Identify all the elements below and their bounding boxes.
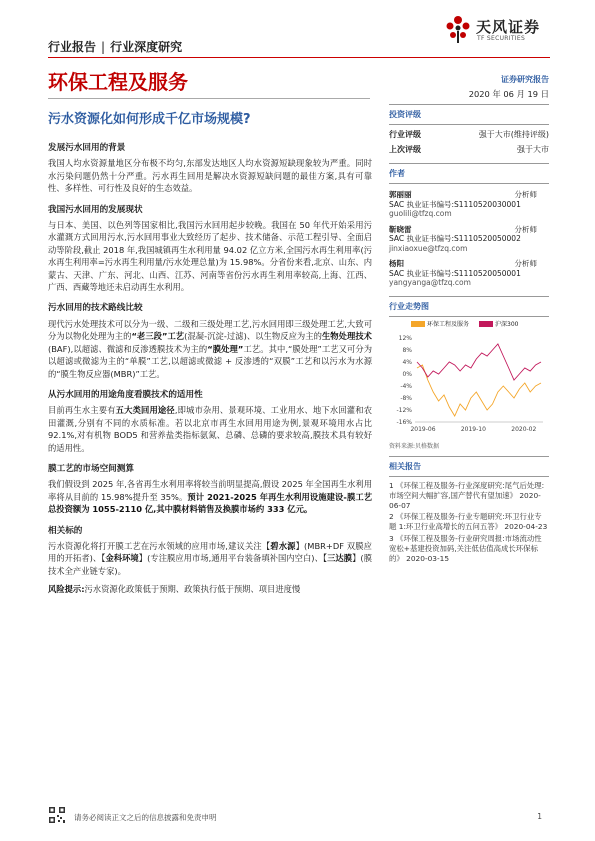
breadcrumb-report-type: 行业报告	[48, 40, 97, 54]
analyst-name: 杨阳	[389, 259, 404, 268]
page-title: 环保工程及服务	[48, 70, 188, 94]
qr-code-icon	[48, 806, 66, 824]
report-type-label: 证券研究报告	[501, 75, 549, 84]
sidebar-divider	[389, 183, 549, 184]
chart-svg	[389, 334, 549, 438]
chart-heading: 行业走势图	[389, 301, 429, 311]
section-paragraph: 目前再生水主要有五大类回用途径,即城市杂用、景观环境、工业用水、地下水回灌和农田灌溉,分别有不同的水质标准。若以北京市再生水回用用途为例,景观环境用水占比 92.1%,对有机物 BOD5 和营养盐类指标氨氮、总磷、总磷的要求较高,膜技术具有较好的适用性。	[48, 405, 372, 453]
rating-row: 上次评级 强于大市	[389, 145, 549, 154]
section-heading: 我国污水回用的发展现状	[48, 204, 143, 215]
section-heading: 污水回用的技术路线比较	[48, 303, 143, 314]
related-heading: 相关报告	[389, 461, 421, 471]
analyst-role: 分析师	[514, 190, 537, 199]
x-tick-label: 2019-06	[410, 425, 436, 433]
analyst-email[interactable]: guolili@tfzq.com	[389, 209, 452, 218]
section-heading: 膜工艺的市场空间测算	[48, 463, 134, 474]
breadcrumb-separator: |	[101, 40, 106, 54]
breadcrumb	[48, 38, 182, 55]
section-paragraph: 污水资源化将打开膜工艺在污水领域的应用市场,建议关注【碧水源】(MBR+DF 双膜应用的开拓者)、【金科环境】(专注膜应用市场,通用平台装备填补国内空白)、【三达膜】(膜技术全产业链专家)。	[48, 540, 372, 576]
page-subtitle: 污水资源化如何形成千亿市场规模?	[48, 112, 251, 127]
x-tick-label: 2020-02	[511, 425, 537, 433]
report-body	[48, 142, 372, 598]
related-reports-list	[389, 481, 549, 565]
related-report-link[interactable]: 1 《环保工程及服务-行业深度研究:尾气后处理:市场空间大幅扩容,国产替代有望加速》 2020-06-07	[389, 480, 545, 510]
chart-legend	[411, 319, 549, 328]
chart-source: 资料来源:贝格数据	[389, 442, 440, 450]
page-number: 1	[537, 812, 542, 821]
author-heading: 作者	[389, 169, 405, 178]
sidebar-divider	[389, 104, 549, 105]
series-line-1	[417, 344, 541, 380]
y-tick-label: -8%	[400, 394, 412, 402]
risk-label: 风险提示:	[48, 584, 85, 595]
section-paragraph: 我们假设到 2025 年,各省再生水利用率将较当前明显提高,假设 2025 年全国再生水利用率将从目前的 15.98%提升至 35%。预计 2021-2025 年再生水利用设施建设-膜工艺总投资额为 1055-2110 亿,其中膜材料销售及换膜市场约 333 亿元。	[48, 479, 372, 515]
section-heading: 相关标的	[48, 525, 83, 536]
analyst-role: 分析师	[514, 259, 537, 268]
y-tick-label: -16%	[396, 418, 412, 426]
y-tick-label: -12%	[396, 406, 412, 414]
disclaimer-text: 请务必阅读正文之后的信息披露和免责申明	[74, 813, 217, 822]
section-heading: 从污水回用的用途角度看膜技术的适用性	[48, 389, 203, 400]
report-date: 2020 年 06 月 19 日	[468, 89, 549, 99]
y-tick-label: 4%	[402, 358, 412, 366]
x-tick-label: 2019-10	[460, 425, 486, 433]
y-tick-label: 8%	[402, 346, 412, 354]
legend-item: 环保工程及服务	[411, 319, 469, 328]
title-divider	[48, 98, 370, 99]
related-report-link[interactable]: 2 《环保工程及服务-行业专题研究:环卫行业专题 1:环卫行业高增长的五问五答》 2020-04-23	[389, 512, 548, 532]
rating-row: 行业评级 强于大市(维持评级)	[389, 130, 549, 139]
sidebar-divider	[389, 476, 549, 477]
section-heading: 发展污水回用的背景	[48, 143, 126, 153]
y-tick-label: 0%	[402, 370, 412, 378]
sidebar	[389, 74, 549, 565]
section-paragraph: 我国人均水资源量地区分布极不均匀,东部发达地区人均水资源短缺现象较为严重。同时水污染问题仍然十分严重。污水再生回用是解决水资源短缺问题的最佳方案,具有可靠性、多样性、可行性及良好的生态效益。	[48, 158, 372, 194]
analyst-role: 分析师	[514, 224, 537, 234]
analyst-name: 郭丽丽	[389, 190, 412, 199]
section-paragraph: 现代污水处理技术可以分为一级、二级和三级处理工艺,污水回用即三级处理工艺,大致可分为以物化处理为主的“老三段”工艺(混凝-沉淀-过滤)、以生物反应为主的生物处理技术(BAF),以超滤、微滤和反渗透膜技术为主的“膜处理”工艺。其中,“膜处理”工艺又可分为以超滤或微滤为主的“单膜”工艺,以超滤或微滤 + 反渗透的“双膜”工艺和以污水为水源的“膜生物反应器(MBR)”工艺。	[48, 318, 372, 379]
analyst-cert: SAC 执业证书编号:S1110520050001	[389, 268, 521, 278]
sidebar-divider	[389, 316, 549, 317]
section-paragraph: 与日本、美国、以色列等国家相比,我国污水回用起步较晚。我国在 50 年代开始采用污水灌溉方式回用污水,污水回用事业大致经历了起步、技术储备、示范工程引导、全面启动等阶段,截止 2018 年,我国城镇再生水利用量 94.02 亿立方米,全国污水再生利用率(污水再生利用率=污水再生利用量/污水处理总量)为 15.98%。分省份来看,北京、山东、内蒙古、天津、广东、河北、山西、江苏、河南等省份污水再生利用率较高,上海、江西、广西、西藏等地还未启动再生水利用。	[48, 220, 372, 293]
company-logo	[444, 12, 556, 48]
legend-item: 沪深300	[479, 319, 518, 328]
related-report-link[interactable]: 3 《环保工程及服务-行业研究周报:市场流动性宽松+基建投资加码,关注低估值高成长环保标的》 2020-03-15	[389, 533, 542, 563]
analyst-name: 靳晓雷	[389, 224, 412, 234]
header-divider	[48, 57, 550, 58]
analyst-cert: SAC 执业证书编号:S1110520030001	[389, 199, 521, 209]
rating-heading: 投资评级	[389, 110, 421, 119]
y-tick-label: -4%	[400, 382, 412, 390]
sidebar-divider	[389, 163, 549, 164]
y-tick-label: 12%	[398, 334, 412, 342]
analyst-email[interactable]: jinxiaoxue@tfzq.com	[389, 243, 468, 253]
logo-flower-icon	[444, 14, 472, 44]
sidebar-divider	[389, 124, 549, 125]
risk-text: 污水资源化政策低于预期、政策执行低于预期、项目进度慢	[84, 584, 301, 595]
sidebar-divider	[389, 456, 549, 457]
analyst-card	[389, 190, 549, 219]
analyst-card	[389, 225, 549, 254]
analyst-card	[389, 259, 549, 288]
analyst-email[interactable]: yangyanga@tfzq.com	[389, 278, 471, 287]
breadcrumb-report-subtype: 行业深度研究	[110, 40, 183, 54]
sidebar-divider	[389, 296, 549, 297]
industry-trend-chart	[389, 334, 549, 438]
risk-warning	[48, 583, 372, 595]
analyst-cert: SAC 执业证书编号:S1110520050002	[389, 234, 521, 243]
logo-text-en: TF SECURITIES	[477, 35, 526, 42]
logo-text-cn: 天风证券	[476, 18, 541, 36]
